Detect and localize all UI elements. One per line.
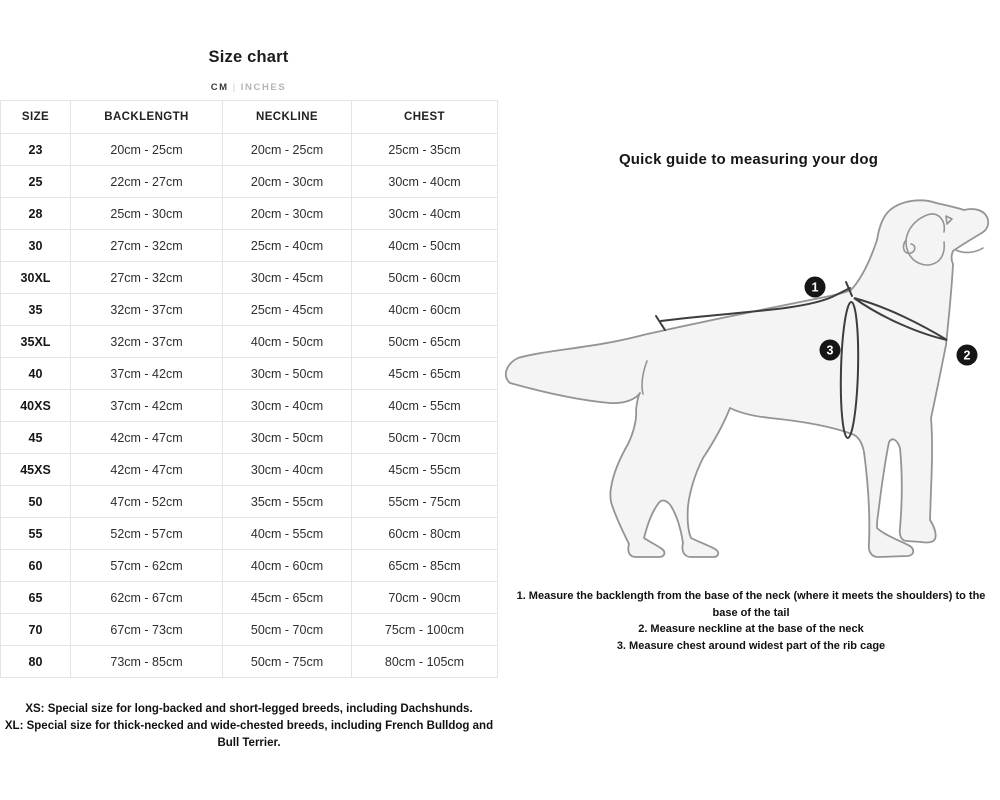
backlength-cell: 37cm - 42cm bbox=[71, 390, 223, 422]
size-cell: 30 bbox=[1, 230, 71, 262]
size-cell: 30XL bbox=[1, 262, 71, 294]
instruction-step-3: 3. Measure chest around widest part of the rib cage bbox=[616, 639, 886, 652]
backlength-cell: 42cm - 47cm bbox=[71, 422, 223, 454]
footnote-xl: XL: Special size for thick-necked and wide-chested breeds, including French Bulldog and Bull Terrier. bbox=[4, 720, 494, 749]
unit-divider: | bbox=[232, 82, 237, 93]
neckline-cell: 20cm - 25cm bbox=[223, 134, 352, 166]
size-cell: 45 bbox=[1, 422, 71, 454]
size-cell: 70 bbox=[1, 614, 71, 646]
chest-cell: 40cm - 50cm bbox=[352, 230, 498, 262]
neckline-cell: 30cm - 50cm bbox=[223, 422, 352, 454]
size-cell: 40XS bbox=[1, 390, 71, 422]
table-row bbox=[1, 486, 498, 518]
neckline-cell: 30cm - 40cm bbox=[223, 390, 352, 422]
table-row bbox=[1, 454, 498, 486]
size-cell: 25 bbox=[1, 166, 71, 198]
chest-cell: 80cm - 105cm bbox=[352, 646, 498, 678]
chest-cell: 40cm - 60cm bbox=[352, 294, 498, 326]
chest-cell: 75cm - 100cm bbox=[352, 614, 498, 646]
table-row bbox=[1, 134, 498, 166]
neckline-cell: 40cm - 55cm bbox=[223, 518, 352, 550]
backlength-cell: 62cm - 67cm bbox=[71, 582, 223, 614]
size-cell: 23 bbox=[1, 134, 71, 166]
backlength-cell: 42cm - 47cm bbox=[71, 454, 223, 486]
size-footnotes bbox=[4, 701, 494, 752]
backlength-cell: 27cm - 32cm bbox=[71, 262, 223, 294]
measuring-guide-title: Quick guide to measuring your dog bbox=[618, 151, 879, 168]
svg-text:1: 1 bbox=[811, 280, 819, 295]
chest-cell: 55cm - 75cm bbox=[352, 486, 498, 518]
backlength-cell: 73cm - 85cm bbox=[71, 646, 223, 678]
chest-cell: 30cm - 40cm bbox=[352, 166, 498, 198]
table-row bbox=[1, 166, 498, 198]
marker-1-backlength bbox=[805, 277, 826, 298]
neckline-cell: 25cm - 45cm bbox=[223, 294, 352, 326]
column-header-neckline: NECKLINE bbox=[223, 101, 352, 134]
size-chart-title: Size chart bbox=[208, 48, 289, 66]
neckline-cell: 30cm - 45cm bbox=[223, 262, 352, 294]
neckline-cell: 35cm - 55cm bbox=[223, 486, 352, 518]
backlength-cell: 32cm - 37cm bbox=[71, 294, 223, 326]
backlength-cell: 25cm - 30cm bbox=[71, 198, 223, 230]
table-row bbox=[1, 518, 498, 550]
size-cell: 60 bbox=[1, 550, 71, 582]
instruction-step-1: 1. Measure the backlength from the base of the neck (where it meets the shoulders) to the base of the tail bbox=[516, 590, 986, 619]
svg-text:2: 2 bbox=[963, 348, 971, 363]
neckline-cell: 50cm - 70cm bbox=[223, 614, 352, 646]
size-cell: 35 bbox=[1, 294, 71, 326]
marker-3-chest bbox=[820, 340, 841, 361]
chest-cell: 40cm - 55cm bbox=[352, 390, 498, 422]
backlength-cell: 22cm - 27cm bbox=[71, 166, 223, 198]
size-table bbox=[0, 100, 498, 678]
backlength-cell: 47cm - 52cm bbox=[71, 486, 223, 518]
chest-cell: 45cm - 65cm bbox=[352, 358, 498, 390]
table-header-row bbox=[1, 101, 498, 134]
backlength-cell: 32cm - 37cm bbox=[71, 326, 223, 358]
neckline-cell: 40cm - 50cm bbox=[223, 326, 352, 358]
chest-cell: 30cm - 40cm bbox=[352, 198, 498, 230]
table-row bbox=[1, 358, 498, 390]
table-row bbox=[1, 646, 498, 678]
chest-cell: 65cm - 85cm bbox=[352, 550, 498, 582]
dog-mouth-line bbox=[956, 248, 983, 252]
chest-cell: 45cm - 55cm bbox=[352, 454, 498, 486]
backlength-cell: 20cm - 25cm bbox=[71, 134, 223, 166]
table-row bbox=[1, 614, 498, 646]
unit-option-inches[interactable]: INCHES bbox=[240, 82, 287, 93]
unit-toggle bbox=[0, 82, 497, 93]
column-header-backlength: BACKLENGTH bbox=[71, 101, 223, 134]
backlength-cell: 37cm - 42cm bbox=[71, 358, 223, 390]
size-cell: 50 bbox=[1, 486, 71, 518]
size-cell: 28 bbox=[1, 198, 71, 230]
table-row bbox=[1, 422, 498, 454]
size-cell: 80 bbox=[1, 646, 71, 678]
svg-text:3: 3 bbox=[826, 343, 834, 358]
neckline-cell: 50cm - 75cm bbox=[223, 646, 352, 678]
table-row bbox=[1, 294, 498, 326]
instruction-step-2: 2. Measure neckline at the base of the neck bbox=[638, 623, 864, 635]
size-cell: 55 bbox=[1, 518, 71, 550]
neckline-cell: 30cm - 50cm bbox=[223, 358, 352, 390]
neckline-cell: 20cm - 30cm bbox=[223, 166, 352, 198]
backlength-cell: 67cm - 73cm bbox=[71, 614, 223, 646]
unit-option-cm[interactable]: CM bbox=[210, 82, 229, 93]
size-cell: 45XS bbox=[1, 454, 71, 486]
chest-cell: 70cm - 90cm bbox=[352, 582, 498, 614]
chest-cell: 25cm - 35cm bbox=[352, 134, 498, 166]
footnote-xs: XS: Special size for long-backed and short-legged breeds, including Dachshunds. bbox=[25, 703, 473, 715]
dog-measurement-illustration bbox=[500, 190, 1000, 590]
table-row bbox=[1, 262, 498, 294]
backlength-cell: 52cm - 57cm bbox=[71, 518, 223, 550]
backlength-cell: 57cm - 62cm bbox=[71, 550, 223, 582]
table-row bbox=[1, 198, 498, 230]
chest-cell: 60cm - 80cm bbox=[352, 518, 498, 550]
marker-2-neckline bbox=[957, 345, 978, 366]
neckline-cell: 30cm - 40cm bbox=[223, 454, 352, 486]
dog-outline bbox=[506, 200, 988, 557]
chest-cell: 50cm - 60cm bbox=[352, 262, 498, 294]
backlength-tick-left bbox=[656, 316, 665, 330]
table-row bbox=[1, 582, 498, 614]
table-row bbox=[1, 230, 498, 262]
chest-cell: 50cm - 65cm bbox=[352, 326, 498, 358]
neckline-cell: 25cm - 40cm bbox=[223, 230, 352, 262]
neckline-cell: 45cm - 65cm bbox=[223, 582, 352, 614]
size-cell: 40 bbox=[1, 358, 71, 390]
size-cell: 65 bbox=[1, 582, 71, 614]
neckline-cell: 20cm - 30cm bbox=[223, 198, 352, 230]
table-row bbox=[1, 550, 498, 582]
backlength-cell: 27cm - 32cm bbox=[71, 230, 223, 262]
neckline-cell: 40cm - 60cm bbox=[223, 550, 352, 582]
size-cell: 35XL bbox=[1, 326, 71, 358]
column-header-chest: CHEST bbox=[352, 101, 498, 134]
column-header-size: SIZE bbox=[1, 101, 71, 134]
table-row bbox=[1, 326, 498, 358]
table-row bbox=[1, 390, 498, 422]
chest-cell: 50cm - 70cm bbox=[352, 422, 498, 454]
measuring-instructions bbox=[505, 588, 997, 654]
